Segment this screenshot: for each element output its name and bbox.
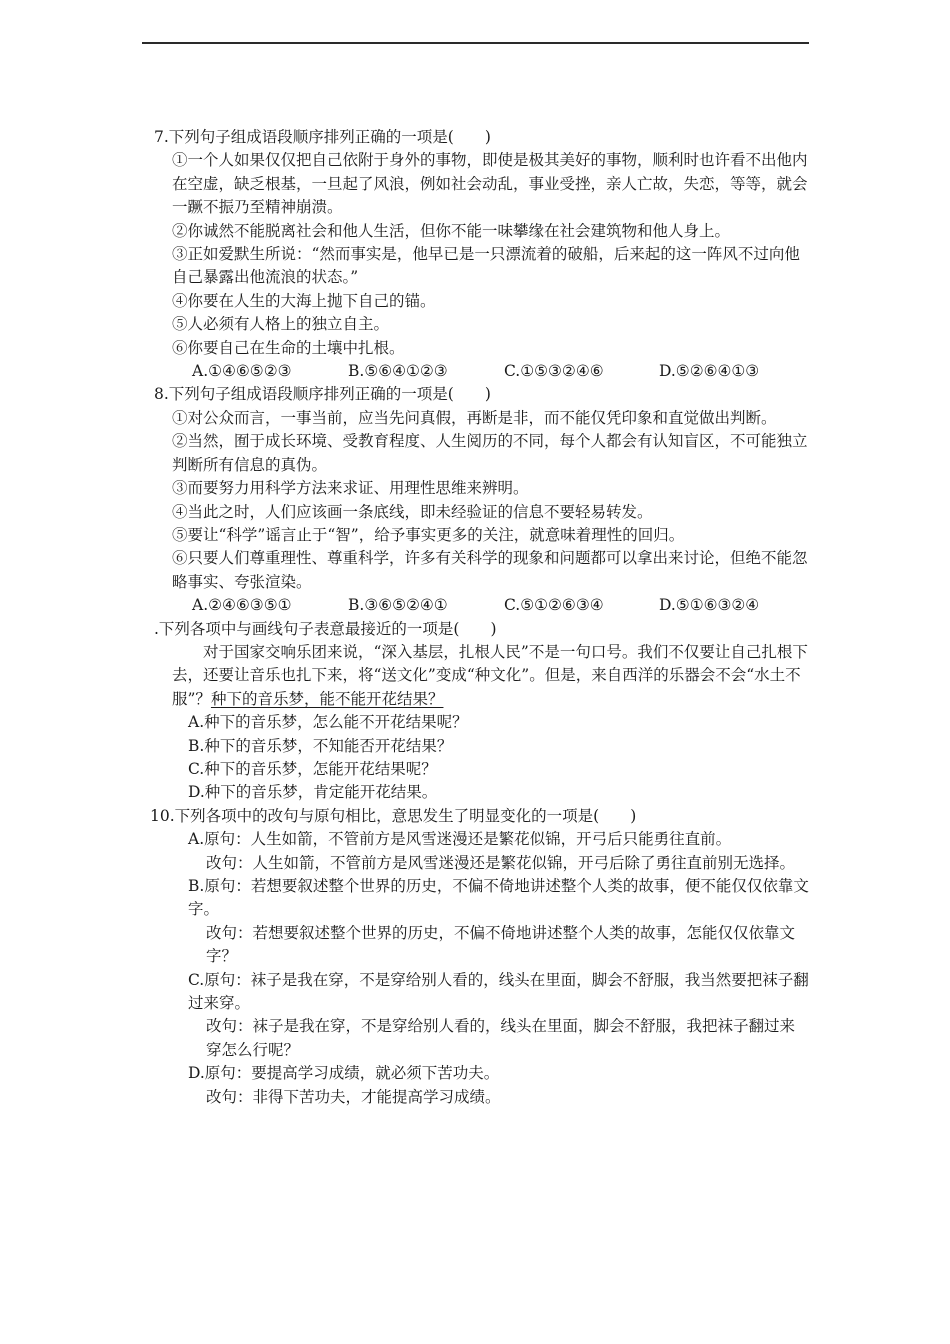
question-10-d-rewrite: 改句：非得下苦功夫，才能提高学习成绩。 [206,1087,501,1106]
question-7-options [150,360,810,383]
question-10-a-original: A.原句：人生如箭，不管前方是风雪迷漫还是繁花似锦，开弓后只能勇往直前。 [188,830,732,849]
question-10-b-rewrite: 改句：若想要叙述整个世界的历史，不偏不倚地讲述整个人类的故事，怎能仅仅依靠文字？ [206,923,796,966]
question-7-item-5: ⑤人必须有人格上的独立自主。 [172,315,390,334]
question-10-d-original: D.原句：要提高学习成绩，就必须下苦功夫。 [188,1064,500,1083]
question-7-option-b: B.⑤⑥④①②③ [348,362,448,381]
question-8-option-c: C.⑤①②⑥③④ [504,596,604,615]
question-8 [150,383,810,617]
question-7-item-6: ⑥你要自己在生命的土壤中扎根。 [172,338,405,357]
question-10-choice-a [150,828,810,875]
question-8-options [150,594,810,617]
question-8-item-1: ①对公众而言，一事当前，应当先问真假，再断是非，而不能仅凭印象和直觉做出判断。 [172,408,777,427]
question-8-item-6: ⑥只要人们尊重理性、尊重科学，许多有关科学的现象和问题都可以拿出来讨论，但绝不能忽略事实、夸张渲染。 [172,549,808,591]
question-10-b-original: B.原句：若想要叙述整个世界的历史，不偏不倚地讲述整个人类的故事，便不能仅仅依靠文字。 [188,877,809,919]
question-10-c-rewrite: 改句：袜子是我在穿，不是穿给别人看的，线头在里面，脚会不舒服，我把袜子翻过来穿怎么行呢？ [206,1017,796,1059]
question-8-title: 8.下列句子组成语段顺序排列正确的一项是( ) [154,385,491,404]
question-10-choice-c [150,969,810,1063]
question-10-title: 10.下列各项中的改句与原句相比，意思发生了明显变化的一项是( ) [150,806,637,825]
header-rule [142,42,809,44]
question-8-option-b: B.③⑥⑤②④① [348,596,448,615]
question-7-option-c: C.①⑤③②④⑥ [504,362,604,381]
question-8-item-5: ⑤要让“科学”谣言止于“智”，给予事实更多的关注，就意味着理性的回归。 [172,525,685,544]
question-7-item-4: ④你要在人生的大海上抛下自己的锚。 [172,291,436,310]
question-9-passage [150,641,810,711]
question-7-item-3: ③正如爱默生所说：“然而事实是，他早已是一只漂流着的破船，后来起的这一阵风不过向他自己暴露出他流浪的状态。” [172,245,800,287]
question-9-underlined-sentence: 种下的音乐梦，能不能开花结果？ [210,689,444,708]
question-10 [150,805,810,1109]
document-body [150,126,810,1109]
question-8-option-a: A.②④⑥③⑤① [192,596,292,615]
question-8-item-3: ③而要努力用科学方法来求证、用理性思维来辨明。 [172,479,529,498]
question-7 [150,126,810,383]
question-10-choice-d [150,1062,810,1109]
question-7-title: 7.下列句子组成语段顺序排列正确的一项是( ) [154,128,491,146]
question-7-item-2: ②你诚然不能脱离社会和他人生活，但你不能一味攀缘在社会建筑物和他人身上。 [172,221,731,240]
question-9-choice-d: D.种下的音乐梦，肯定能开花结果。 [188,783,438,802]
question-9-title: .下列各项中与画线句子表意最接近的一项是( ) [154,619,497,638]
question-8-item-2: ②当然，囿于成长环境、受教育程度、人生阅历的不同，每个人都会有认知盲区，不可能独立判断所有信息的真伪。 [172,432,808,474]
question-7-item-1: ①一个人如果仅仅把自己依附于身外的事物，即使是极其美好的事物，顺利时也许看不出他内在空虚，缺乏根基，一旦起了风浪，例如社会动乱，事业受挫，亲人亡故，失恋，等等，就会一蹶不振乃至精神崩溃。 [172,151,808,217]
question-9 [150,618,810,805]
question-10-a-rewrite: 改句：人生如箭，不管前方是风雪迷漫还是繁花似锦，开弓后除了勇往直前别无选择。 [206,853,796,872]
question-10-c-original: C.原句：袜子是我在穿，不是穿给别人看的，线头在里面，脚会不舒服，我当然要把袜子翻过来穿。 [188,970,809,1013]
question-7-option-d: D.⑤②⑥④①③ [659,362,760,381]
question-8-item-4: ④当此之时，人们应该画一条底线，即未经验证的信息不要轻易转发。 [172,502,653,521]
question-8-option-d: D.⑤①⑥③②④ [659,596,760,615]
question-7-option-a: A.①④⑥⑤②③ [192,362,292,381]
question-9-choice-b: B.种下的音乐梦，不知能否开花结果？ [188,736,453,755]
question-9-passage-text: 对于国家交响乐团来说，“深入基层，扎根人民”不是一句口号。我们不仅要让自己扎根下去，还要让音乐也扎下来，将“送文化”变成“种文化”。但是，来自西洋的乐器会不会“水土不服”？ [172,642,808,708]
question-10-choice-b [150,875,810,969]
question-9-choice-c: C.种下的音乐梦，怎能开花结果呢？ [188,759,437,778]
question-9-choice-a: A.种下的音乐梦，怎么能不开花结果呢？ [188,713,468,732]
